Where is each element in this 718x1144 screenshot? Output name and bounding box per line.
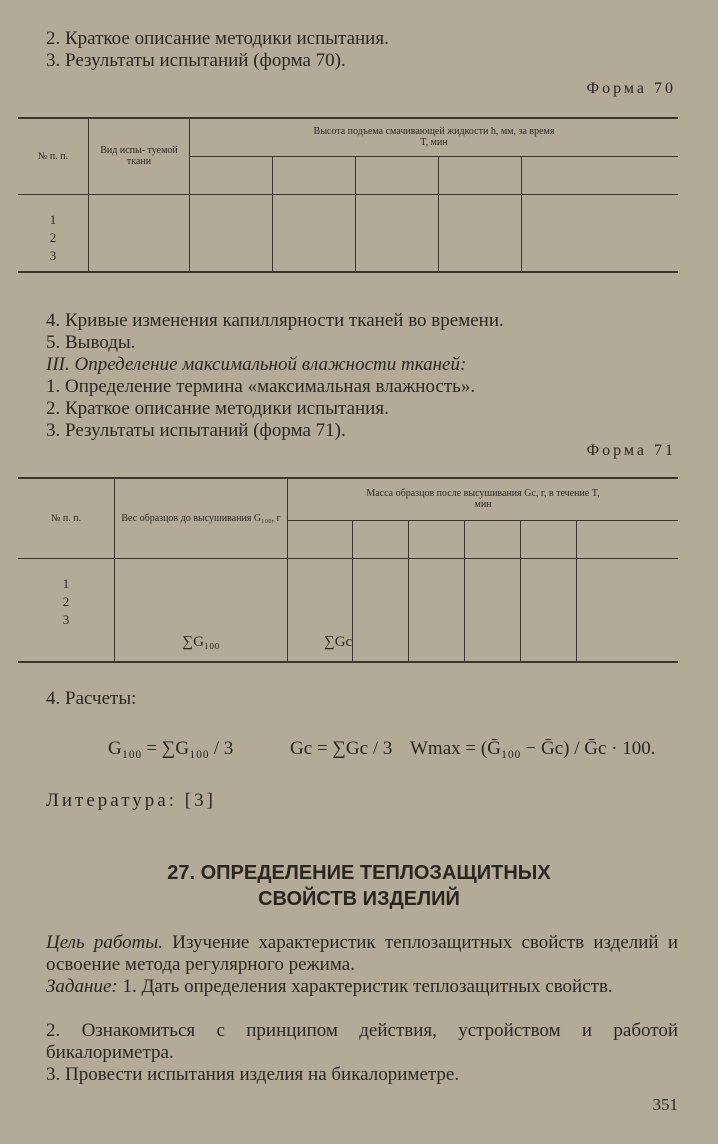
section-title-line-1: 27. ОПРЕДЕЛЕНИЕ ТЕПЛОЗАЩИТНЫХ (167, 862, 551, 884)
form-70-label: Форма 70 (586, 80, 676, 97)
formula-g100: G₁₀₀ = ∑G₁₀₀ / 3 (108, 738, 234, 759)
time-col (288, 520, 353, 558)
time-col (409, 520, 465, 558)
time-col (522, 156, 679, 194)
task-paragraph (46, 976, 678, 998)
table-cell (577, 558, 678, 662)
col-header-no: № п. п. (18, 118, 89, 194)
col-header-height: Высота подъема смачивающей жидкости h, мм, за время T, мин (190, 118, 679, 156)
text-line: 1. Определение термина «максимальная влажность». (46, 376, 476, 397)
time-col (356, 156, 439, 194)
time-col (190, 156, 273, 194)
formula-block (0, 720, 718, 776)
section-title-line-2: СВОЙСТВ ИЗДЕЛИЙ (258, 888, 460, 910)
row-number: 1 (49, 211, 57, 227)
row-number: 3 (62, 611, 70, 627)
time-col (353, 520, 409, 558)
form-71-label: Форма 71 (586, 442, 676, 459)
form-71-table (18, 477, 678, 663)
row-numbers (18, 558, 115, 662)
text-line: 5. Выводы. (46, 332, 136, 353)
table-cell (521, 558, 577, 662)
time-col (465, 520, 521, 558)
task-1: 1. Дать определения характеристик теплозащитных свойств. (122, 976, 613, 997)
time-col (577, 520, 678, 558)
text-line: 2. Краткое описание методики испытания. (46, 28, 389, 49)
row-number: 2 (49, 229, 57, 245)
goal-text: Изучение характеристик теплозащитных свойств изделий и освоение метода регулярного режима. (46, 932, 678, 975)
task-3-paragraph: 3. Провести испытания изделия на бикалориметре. (46, 1064, 460, 1085)
col-header-mass: Масса образцов после высушивания Gc, г, в течение T, мин (288, 478, 679, 520)
row-numbers (18, 194, 89, 272)
table-cell (409, 558, 465, 662)
table-cell (273, 194, 356, 272)
table-cell (522, 194, 679, 272)
text-line: 2. Краткое описание методики испытания. (46, 398, 389, 419)
calc-label: 4. Расчеты: (46, 688, 137, 709)
col-header-fabric: Вид испы- туемой ткани (89, 118, 190, 194)
table-cell (465, 558, 521, 662)
task-2-paragraph: 2. Ознакомиться с принципом действия, устройством и работой бикалориметра. (46, 1020, 678, 1063)
text-line: 4. Кривые изменения капиллярности тканей во времени. (46, 310, 504, 331)
literature-line: Литература: [3] (46, 790, 216, 811)
row-number: 1 (62, 575, 70, 591)
formula-wmax: Wmax = (Ḡ₁₀₀ − Ḡc) / Ḡc · 100. (410, 738, 656, 759)
task-label: Задание: (46, 976, 118, 997)
table-cell (439, 194, 522, 272)
subsection-heading: III. Определение максимальной влажности тканей: (46, 354, 467, 375)
col-header-weight: Вес образцов до высушивания G₁₀₀, г (115, 478, 288, 558)
goal-label: Цель работы. (46, 932, 163, 953)
form-70-table (18, 117, 678, 273)
table-cell (190, 194, 273, 272)
text-line: 3. Результаты испытаний (форма 70). (46, 50, 346, 71)
time-col (439, 156, 522, 194)
time-col (521, 520, 577, 558)
goal-paragraph (46, 932, 678, 976)
sum-gc: ∑Gc (324, 634, 353, 650)
sum-g100-cell (115, 558, 288, 662)
time-col (273, 156, 356, 194)
sum-g100: ∑G₁₀₀ (182, 634, 220, 650)
page-number: 351 (652, 1095, 678, 1114)
col-header-no: № п. п. (18, 478, 115, 558)
table-cell (353, 558, 409, 662)
row-number: 3 (49, 247, 57, 263)
row-number: 2 (62, 593, 70, 609)
sum-gc-cell (288, 558, 353, 662)
formula-gc: Gc = ∑Gc / 3 (290, 738, 393, 759)
text-line: 3. Результаты испытаний (форма 71). (46, 420, 346, 441)
table-cell (89, 194, 190, 272)
table-cell (356, 194, 439, 272)
